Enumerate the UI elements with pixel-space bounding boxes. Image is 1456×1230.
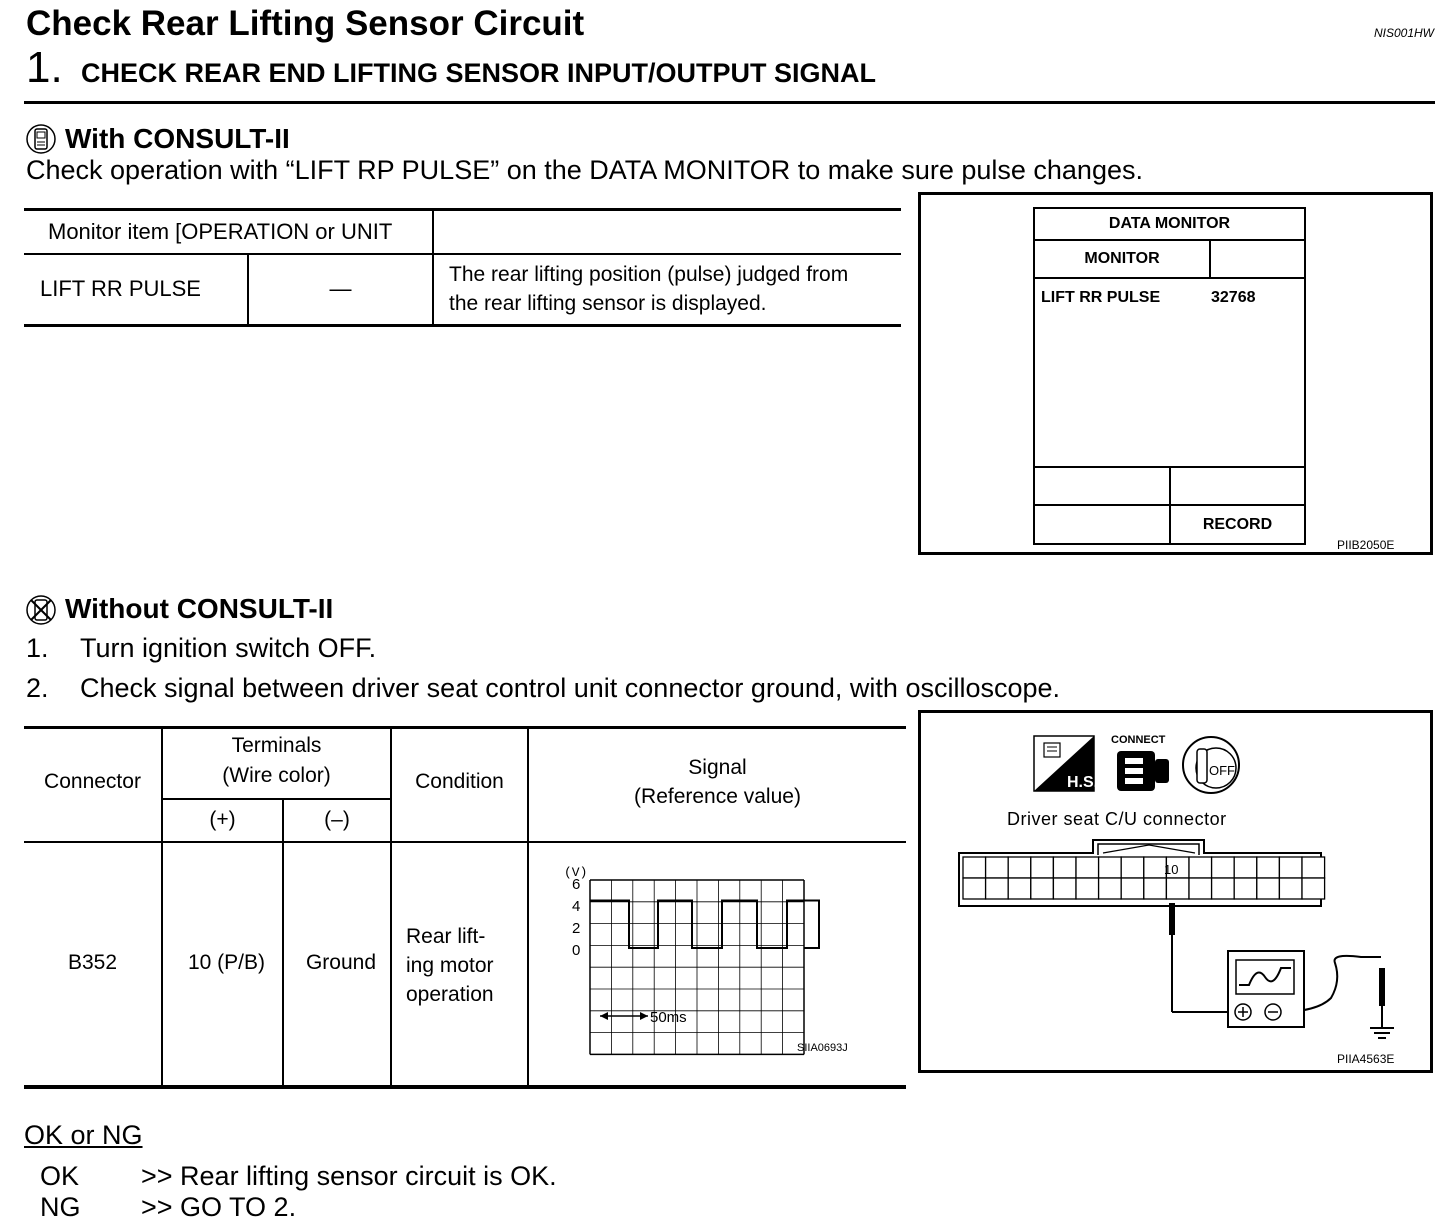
step-2-number: 2. [26,673,49,703]
connector-cell [1076,878,1099,899]
monitor-description-cell [433,254,901,326]
ok-label: OK [40,1161,80,1191]
connector-cell [1234,857,1257,878]
connector-cell [1099,857,1122,878]
screen-monitor-label: MONITOR [1035,241,1211,277]
header-signal: Signal [688,756,747,779]
connector-cell [1302,857,1325,878]
with-consult-instruction: Check operation with “LIFT RP PULSE” on the DATA MONITOR to make sure pulse changes. [26,155,1143,185]
ng-result-link[interactable]: >> GO TO 2. [141,1192,297,1222]
connector-cell [1189,857,1212,878]
without-consult-heading: Without CONSULT-II [65,593,334,624]
terminal-10-label: 10 [1164,862,1179,877]
data-monitor-figure [918,192,1433,555]
data-monitor-screen [1033,207,1306,545]
connector-cell [1212,878,1235,899]
connector-figure [918,710,1433,1073]
monitor-item-cell: LIFT RR PULSE [24,254,248,326]
ok-result-link[interactable]: >> Rear lifting sensor circuit is OK. [141,1161,557,1191]
connector-cell [986,857,1009,878]
cell-plus: 10 (P/B) [187,951,266,974]
connector-cell [1189,878,1212,899]
header-plus: (+) [209,808,236,831]
connector-label: Driver seat C/U connector [1007,809,1227,829]
connector-cell [1234,878,1257,899]
step-2-text: Check signal between driver seat control unit connector ground, with oscilloscope. [80,673,1061,703]
step-title: CHECK REAR END LIFTING SENSOR INPUT/OUTPUT SIGNAL [81,58,877,88]
connector-cell [963,878,986,899]
col-divider-4 [527,726,529,1088]
connector-cell [1008,857,1031,878]
terminal-table [24,726,906,1090]
connector-cell [1144,857,1167,878]
time-scale-marker [600,1009,687,1026]
connector-cell [1099,878,1122,899]
header-minus: (–) [324,808,350,831]
connector-cell [1053,857,1076,878]
monitor-unit-cell: — [248,254,433,326]
result-heading: OK or NG [24,1120,143,1150]
waveform-grid [590,880,804,1054]
figure-code-2: PIIA4563E [1337,1052,1395,1066]
description-line-2: the rear lifting sensor is displayed. [449,292,767,316]
waveform-figure-code: SIIA0693J [797,1042,848,1054]
table-top-rule [24,726,906,729]
condition-line-3: operation [406,983,494,1006]
no-consult-icon [24,593,58,627]
hs-label: H.S. [1067,774,1099,791]
header-condition: Condition [415,770,504,793]
connector-cell [1144,878,1167,899]
terminals-subrule [161,798,390,800]
table-bottom-rule [24,1085,906,1089]
connector-cells [963,857,1325,899]
cell-minus: Ground [305,951,377,974]
connector-cell [1302,878,1325,899]
figure-code-1: PIIB2050E [1337,538,1395,552]
step-number: 1. [26,43,63,92]
y-tick-label: 0 [572,942,581,959]
connector-cell [986,878,1009,899]
col-divider-2 [282,798,284,1088]
condition-line-2: ing motor [406,954,494,977]
ng-label: NG [40,1192,81,1222]
cell-condition [406,922,494,1009]
ignition-off-icon [1183,737,1239,793]
driver-seat-connector [959,840,1325,906]
connector-cell [1257,857,1280,878]
condition-line-1: Rear lift- [406,925,486,948]
y-tick-label: 4 [572,898,581,915]
connector-cell [1076,857,1099,878]
connector-cell [1121,878,1144,899]
screen-value: 32768 [1211,289,1256,306]
header-wire-color: (Wire color) [222,764,331,787]
monitor-item-table [24,208,901,327]
waveform-chart [552,862,848,1054]
document-id: NIS001HW [1373,26,1434,40]
connector-cell [1031,878,1054,899]
connector-cell [1166,878,1189,899]
screen-title: DATA MONITOR [1035,209,1304,241]
table-header-rule [24,841,906,843]
header-divider [24,101,1435,104]
connect-label: CONNECT [1111,734,1166,746]
header-terminals: Terminals [231,734,322,757]
waveform-trace [590,901,819,949]
connector-cell [1031,857,1054,878]
connector-cell [963,857,986,878]
connector-cell [1212,857,1235,878]
off-label: OFF [1209,763,1235,778]
connector-cell [1121,857,1144,878]
connect-icon [1111,734,1169,791]
screen-divider [1035,277,1304,279]
hs-harness-icon [1034,736,1098,791]
monitor-header-empty [433,210,901,254]
cell-connector: B352 [67,951,118,974]
connector-cell [1053,878,1076,899]
screen-item: LIFT RR PULSE [1041,289,1161,306]
oscilloscope-icon [1228,951,1304,1027]
time-scale-label: 50ms [650,1009,687,1026]
connector-cell [1257,878,1280,899]
page-title: Check Rear Lifting Sensor Circuit [26,4,585,43]
connector-cell [1279,878,1302,899]
y-tick-label: 6 [572,876,581,893]
monitor-item-header: Monitor item [OPERATION or UNIT [24,210,433,254]
header-connector: Connector [44,770,141,793]
with-consult-heading: With CONSULT-II [65,123,290,154]
waveform-y-ticks [572,876,580,959]
header-reference: (Reference value) [634,785,801,808]
step-1-text: Turn ignition switch OFF. [80,633,377,663]
consult-tool-icon [24,122,58,156]
description-line-1: The rear lifting position (pulse) judged from [449,263,849,287]
step-1-number: 1. [26,633,49,663]
record-button[interactable]: RECORD [1202,516,1273,533]
connector-cell [1279,857,1302,878]
y-tick-label: 2 [572,920,581,937]
waveform-unit: (V) [564,865,588,880]
connector-cell [1008,878,1031,899]
